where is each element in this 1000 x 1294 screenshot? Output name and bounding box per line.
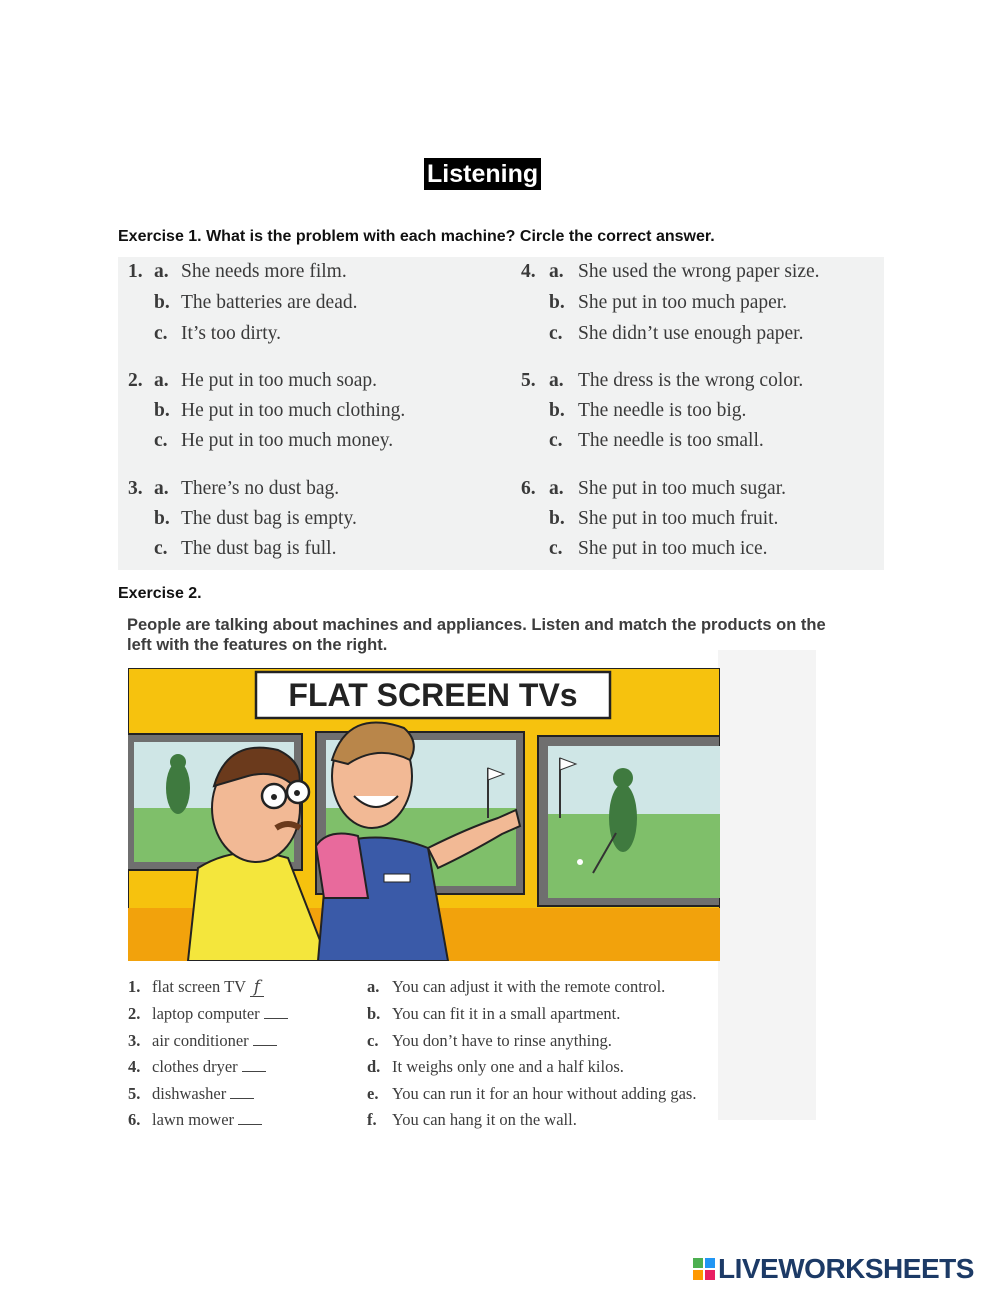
answer-blank[interactable] (264, 1004, 288, 1019)
product-label: dishwasher (152, 1084, 227, 1103)
option-b[interactable]: She put in too much paper. (578, 292, 788, 313)
question-number: 1. (128, 261, 143, 282)
option-letter: c. (549, 323, 563, 344)
option-a[interactable]: He put in too much soap. (181, 370, 378, 391)
exercise1-left-column (118, 257, 501, 570)
option-a[interactable]: There’s no dust bag. (181, 478, 340, 499)
product-label: flat screen TV (152, 977, 246, 996)
product-label: air conditioner (152, 1031, 249, 1050)
exercise1-question-panel (118, 257, 884, 570)
page-title: Listening (424, 158, 541, 190)
option-letter: a. (154, 370, 169, 391)
option-c[interactable]: It’s too dirty. (181, 323, 282, 344)
item-number: 1. (128, 977, 141, 996)
item-number: 4. (128, 1057, 141, 1076)
answer-blank-filled[interactable]: f (250, 977, 264, 997)
option-c[interactable]: She didn’t use enough paper. (578, 323, 804, 344)
option-c[interactable]: The needle is too small. (578, 430, 764, 451)
exercise2-instructions: People are talking about machines and appliances. Listen and match the products on the left with the features on the right. (127, 616, 826, 654)
option-letter: c. (154, 538, 168, 559)
option-b[interactable]: The batteries are dead. (181, 292, 358, 313)
item-letter: a. (367, 977, 380, 996)
exercise1-heading: Exercise 1. What is the problem with each machine? Circle the correct answer. (118, 228, 715, 245)
answer-blank[interactable] (238, 1110, 262, 1125)
option-letter: b. (154, 292, 170, 313)
products-list (128, 974, 368, 1134)
exercise1-right-column (513, 257, 896, 570)
flat-screen-tv-illustration (128, 668, 720, 961)
question-number: 4. (521, 261, 536, 282)
product-label: lawn mower (152, 1110, 235, 1129)
item-letter: f. (367, 1110, 377, 1129)
tv-screen-right (538, 736, 720, 906)
option-c[interactable]: She put in too much ice. (578, 538, 768, 559)
question-number: 3. (128, 478, 143, 499)
item-number: 2. (128, 1004, 141, 1023)
option-b[interactable]: The needle is too big. (578, 400, 747, 421)
question-number: 2. (128, 370, 143, 391)
option-letter: a. (154, 261, 169, 282)
item-letter: b. (367, 1004, 381, 1023)
option-letter: a. (549, 478, 564, 499)
features-list (367, 974, 807, 1134)
feature-label: You can fit it in a small apartment. (392, 1004, 621, 1023)
option-c[interactable]: The dust bag is full. (181, 538, 337, 559)
feature-label: You can hang it on the wall. (392, 1110, 577, 1129)
feature-label: It weighs only one and a half kilos. (392, 1057, 624, 1076)
option-letter: b. (154, 400, 170, 421)
option-letter: c. (154, 430, 168, 451)
item-number: 6. (128, 1110, 141, 1129)
tv-sign-text: FLAT SCREEN TVs (288, 677, 578, 713)
option-a[interactable]: She used the wrong paper size. (578, 261, 820, 282)
item-number: 5. (128, 1084, 141, 1103)
option-a[interactable]: She put in too much sugar. (578, 478, 786, 499)
liveworksheets-logo (693, 1253, 974, 1284)
item-number: 3. (128, 1031, 141, 1050)
feature-label: You don’t have to rinse anything. (392, 1031, 612, 1050)
option-letter: a. (549, 261, 564, 282)
option-b[interactable]: The dust bag is empty. (181, 508, 357, 529)
exercise2-heading: Exercise 2. (118, 585, 202, 602)
option-letter: b. (154, 508, 170, 529)
answer-blank[interactable] (230, 1084, 254, 1099)
option-c[interactable]: He put in too much money. (181, 430, 394, 451)
item-letter: e. (367, 1084, 379, 1103)
answer-blank[interactable] (253, 1031, 277, 1046)
product-label: clothes dryer (152, 1057, 238, 1076)
option-letter: a. (549, 370, 564, 391)
option-letter: c. (549, 430, 563, 451)
option-letter: c. (154, 323, 168, 344)
option-letter: c. (549, 538, 563, 559)
answer-blank[interactable] (242, 1057, 266, 1072)
question-number: 5. (521, 370, 536, 391)
option-letter: b. (549, 508, 565, 529)
feature-label: You can adjust it with the remote control. (392, 977, 666, 996)
logo-icon (693, 1258, 715, 1280)
option-letter: b. (549, 292, 565, 313)
feature-label: You can run it for an hour without adding gas. (392, 1084, 697, 1103)
option-a[interactable]: The dress is the wrong color. (578, 370, 804, 391)
option-b[interactable]: He put in too much clothing. (181, 400, 406, 421)
product-label: laptop computer (152, 1004, 260, 1023)
item-letter: c. (367, 1031, 379, 1050)
option-a[interactable]: She needs more film. (181, 261, 347, 282)
option-letter: a. (154, 478, 169, 499)
question-number: 6. (521, 478, 536, 499)
option-letter: b. (549, 400, 565, 421)
option-b[interactable]: She put in too much fruit. (578, 508, 779, 529)
item-letter: d. (367, 1057, 381, 1076)
logo-text: LIVEWORKSHEETS (718, 1253, 974, 1284)
